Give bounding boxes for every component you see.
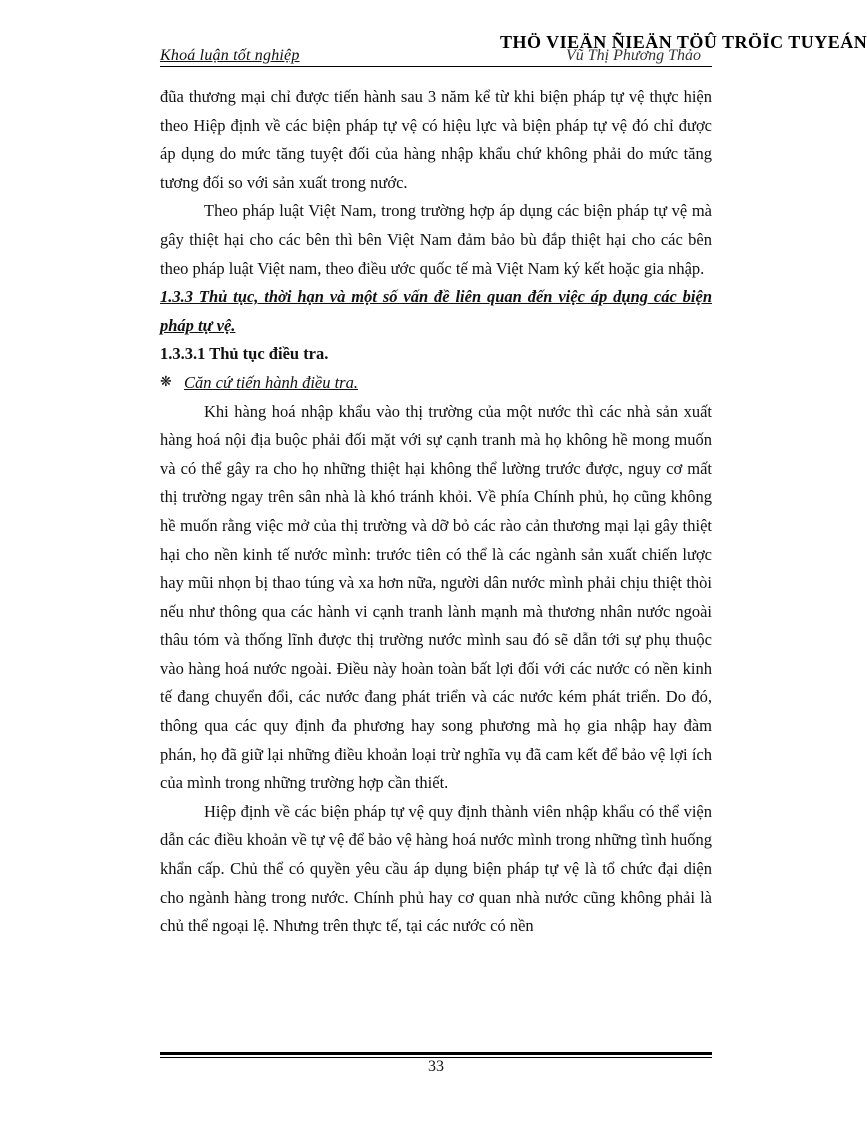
library-watermark: THÖ VIEÄN ÑIEÄN TÖÛ TRÖÏC TUYEÁN <box>500 32 867 52</box>
paragraph-2: Theo pháp luật Việt Nam, trong trường hợp áp dụng các biện pháp tự vệ mà gây thiệt hại cho các bên thì bên Việt Nam đảm bảo bù đắp thiệt hại cho các bên theo pháp luật Việt nam, theo điều ước quốc tế mà Việt Nam ký kết hoặc gia nhập. <box>160 201 712 278</box>
paragraph-4: Hiệp định về các biện pháp tự vệ quy định thành viên nhập khẩu có thể viện dẫn các điều khoản về tự vệ để bảo vệ hàng hoá nước mình trong những tình huống khẩn cấp. Chủ thể có quyền yêu cầu áp dụng biện pháp tự vệ là tổ chức đại diện cho ngành hàng trong nước. Chính phủ hay cơ quan nhà nước cũng không phải là chủ thể ngoại lệ. Nhưng trên thực tế, tại các nước có nền <box>160 801 712 936</box>
paragraph-3: Khi hàng hoá nhập khẩu vào thị trường của một nước thì các nhà sản xuất hàng hoá nội địa buộc phải đối mặt với sự cạnh tranh mà họ không hề mong muốn và có thể gây ra cho họ những thiệt hại không thể lường trước được, nguy cơ mất thị trường ngay trên sân nhà là khó tránh khỏi. Về phía Chính phủ, họ cũng không hề muốn rằng việc mở của thị trường và dỡ bỏ các rào cản thương mại lại gây thiệt hại cho nền kinh tế nước mình: trước tiên có thể là các ngành sản xuất chiến lược hay mũi nhọn bị thao túng và xa hơn nữa, người dân nước mình phải chịu thiệt thòi nếu như thông qua các hành vi cạnh tranh lành mạnh mà thương nhân nước ngoài thâu tóm và thống lĩnh được thị trường nước mình sau đó sẽ dẫn tới sự phụ thuộc vào hàng hoá nước ngoài. Điều này hoàn toàn bất lợi đối với các nước có nền kinh tế đang chuyển đổi, các nước đang phát triển và các nước kém phát triển. Do đó, thông qua các quy định đa phương hay song phương mà họ gia nhập hay đàm phán, họ đã giữ lại những điều khoản loại trừ nghĩa vụ đã cam kết để bảo vệ lợi ích của mình trong những trường hợp cần thiết. <box>160 401 712 793</box>
header-thesis-label: Khoá luận tốt nghiệp <box>160 47 300 64</box>
section-heading: 1.3.3 Thủ tục, thời hạn và một số vấn đề liên quan đến việc áp dụng các biện pháp tự vệ. <box>160 287 712 335</box>
asterisk-flower-icon: ❋ <box>160 374 172 390</box>
page-number: 33 <box>428 1058 444 1075</box>
header-author-name: Vũ Thị Phương Thảo <box>566 47 702 64</box>
footer-rule-thick <box>160 1052 712 1055</box>
bullet-heading-line <box>160 369 712 398</box>
page-body <box>160 83 712 941</box>
subsection-heading: 1.3.3.1 Thủ tục điều tra. <box>160 344 329 364</box>
header-rule <box>160 66 712 67</box>
bullet-heading-text: Căn cứ tiến hành điều tra. <box>184 372 358 392</box>
paragraph-1: đũa thương mại chỉ được tiến hành sau 3 năm kể từ khi biện pháp tự vệ thực hiện theo Hiệp định về các biện pháp tự vệ có hiệu lực và biện pháp tự vệ đó chỉ được áp dụng do mức tăng tuyệt đối của hàng nhập khẩu chứ không phải do mức tăng tương đối so với sản xuất trong nước. <box>160 87 712 192</box>
